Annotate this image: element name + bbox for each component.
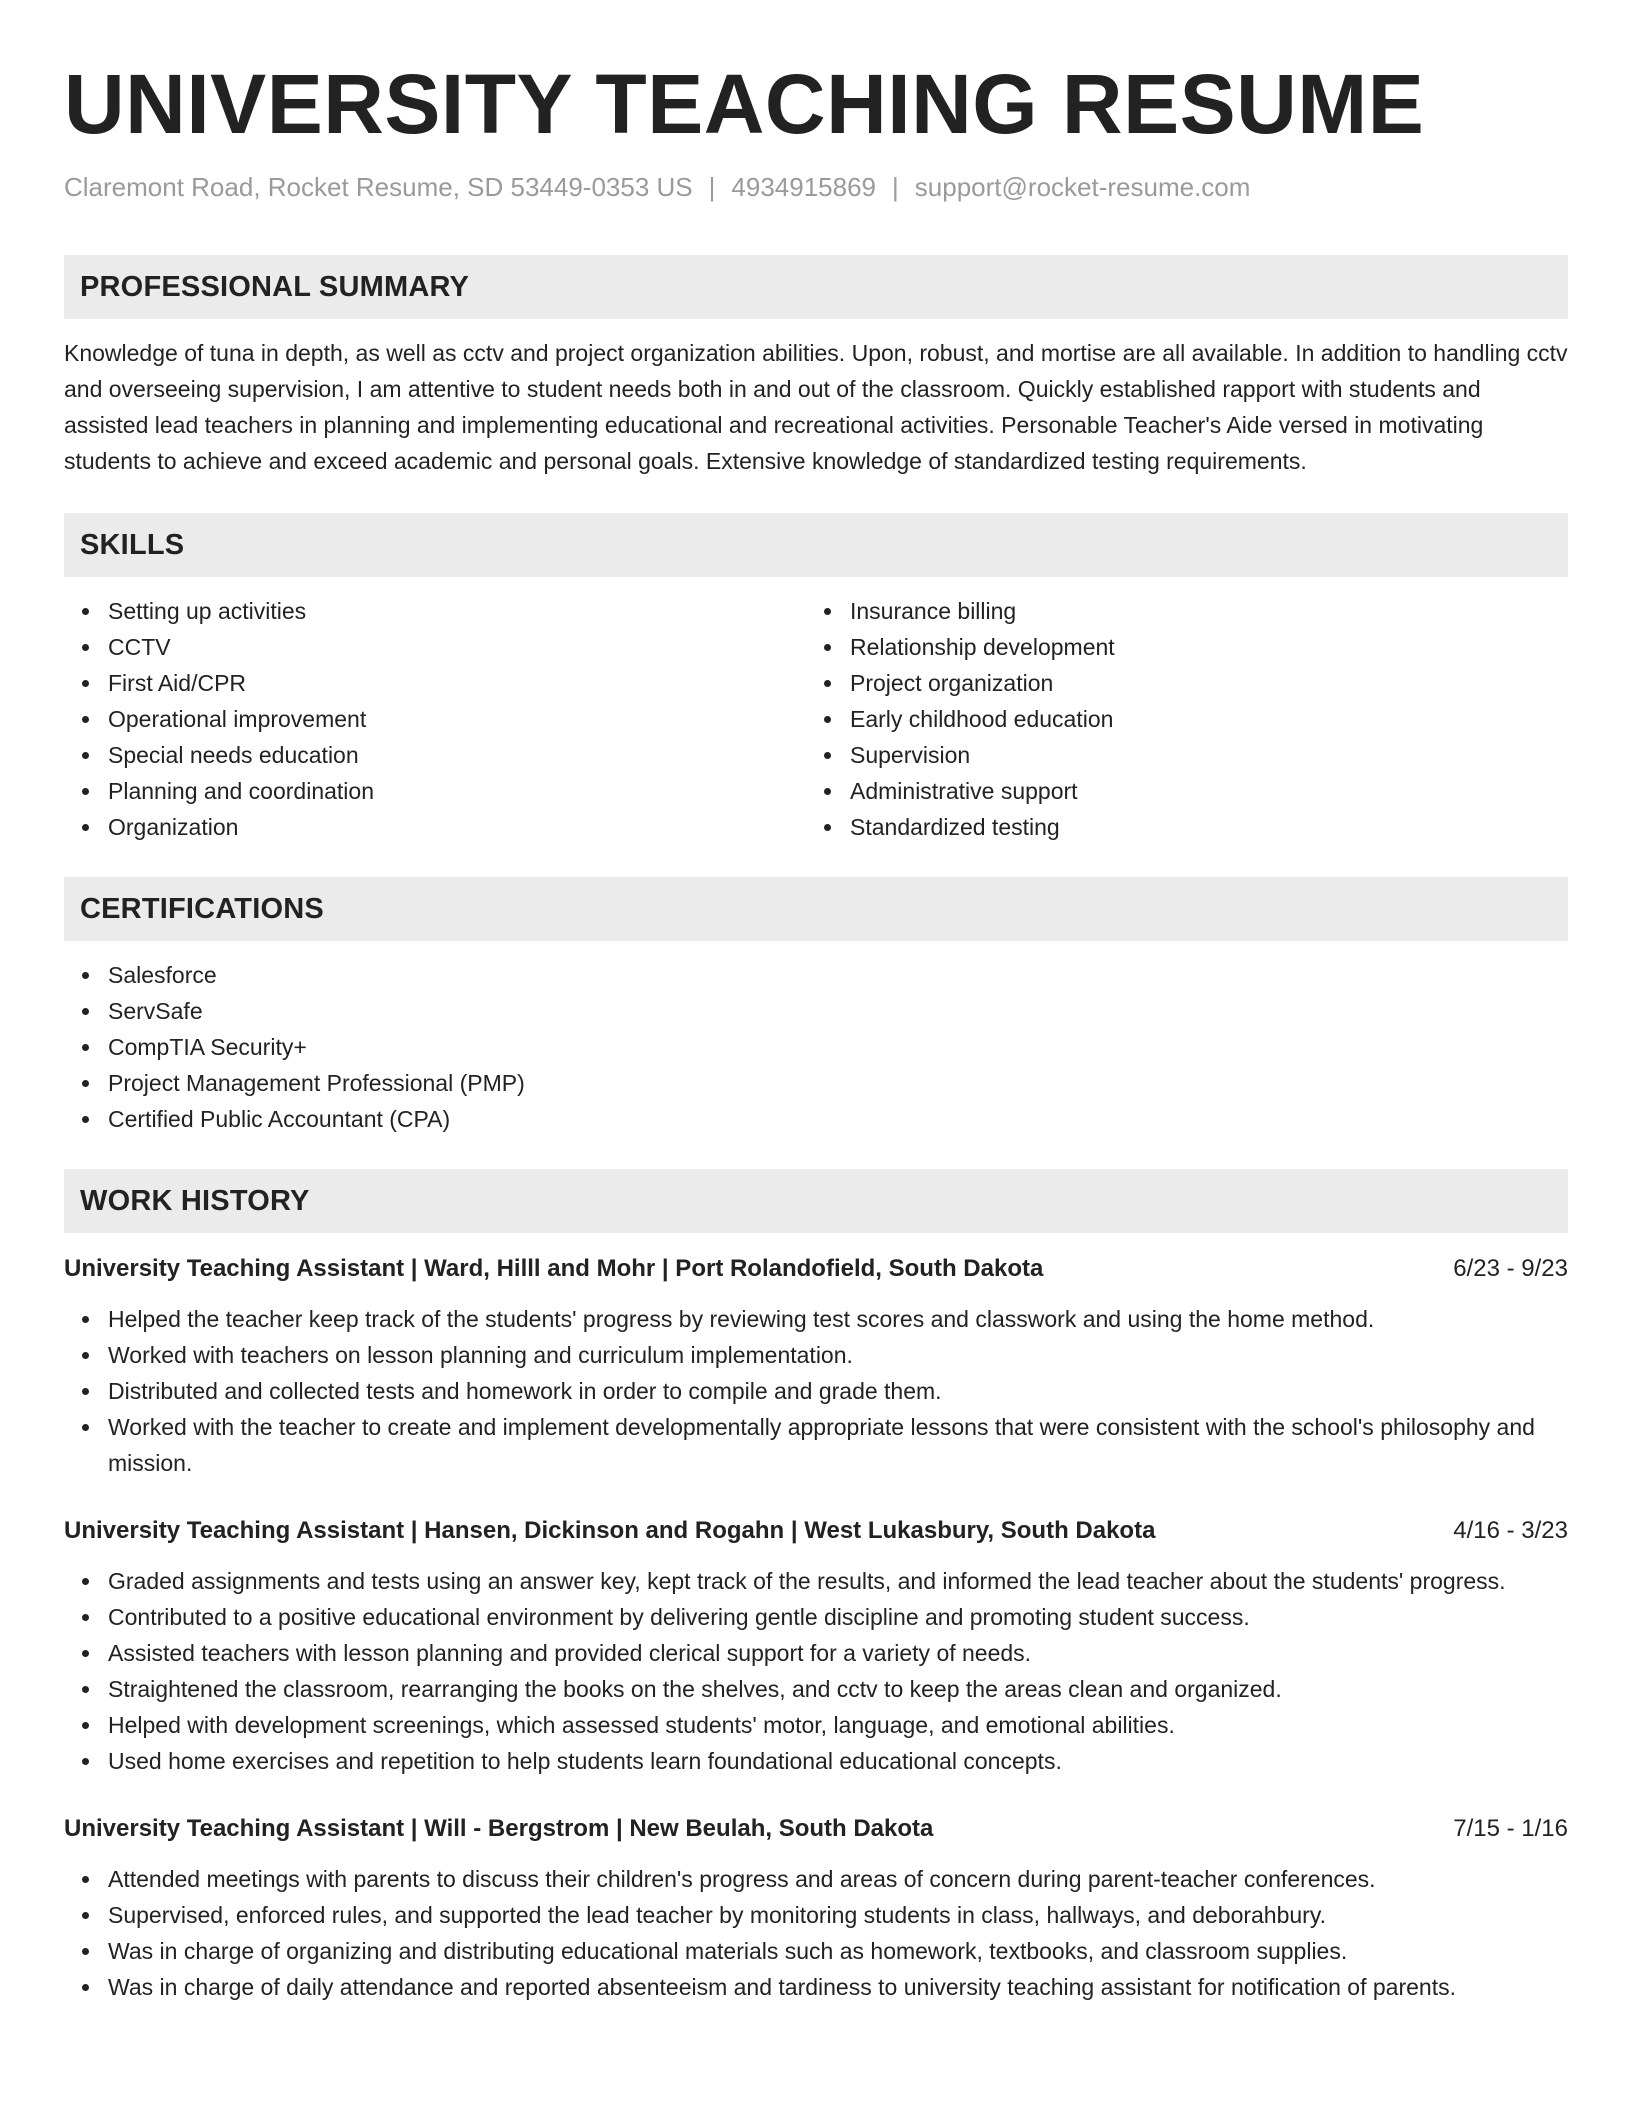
job-bullet: Straightened the classroom, rearranging the books on the shelves, and cctv to keep the areas clean and organized. [108,1671,1568,1707]
job-heading: University Teaching Assistant | Hansen, Dickinson and Rogahn | West Lukasbury, South Dakota [64,1517,1156,1545]
skills-list-left [64,593,806,845]
section-header-skills: SKILLS [64,513,1568,577]
skill-item: First Aid/CPR [108,665,806,701]
skill-item: Standardized testing [850,809,1548,845]
skill-item: Organization [108,809,806,845]
job-heading: University Teaching Assistant | Will - Bergstrom | New Beulah, South Dakota [64,1815,934,1843]
job-bullet: Used home exercises and repetition to help students learn foundational educational concepts. [108,1743,1568,1779]
skill-item: Special needs education [108,737,806,773]
certification-item: Certified Public Accountant (CPA) [108,1101,1568,1137]
resume-title: UNIVERSITY TEACHING RESUME [64,57,1425,151]
job-bullets [64,1563,1568,1779]
skill-item: Administrative support [850,773,1548,809]
certification-item: Salesforce [108,957,1568,993]
job-bullet: Contributed to a positive educational environment by delivering gentle discipline and promoting student success. [108,1599,1568,1635]
certification-item: CompTIA Security+ [108,1029,1568,1065]
summary-text: Knowledge of tuna in depth, as well as cctv and project organization abilities. Upon, robust, and mortise are all available. In addition to handling cctv and overseeing supervision, I am attentive to student needs both in and out of the classroom. Quickly established rapport with students and assisted lead teachers in planning and implementing educational and recreational activities. Personable Teacher's Aide versed in motivating students to achieve and exceed academic and personal goals. Extensive knowledge of standardized testing requirements. [64,340,1568,475]
job-entry [64,1251,1568,1481]
job-heading-row [64,1811,1568,1847]
job-bullet: Was in charge of organizing and distributing educational materials such as homework, textbooks, and classroom supplies. [108,1933,1568,1969]
job-dates: 7/15 - 1/16 [1453,1815,1568,1843]
job-entry [64,1513,1568,1779]
job-bullet: Assisted teachers with lesson planning and provided clerical support for a variety of needs. [108,1635,1568,1671]
job-heading-row [64,1513,1568,1549]
skills-grid [64,593,1568,845]
skill-item: Operational improvement [108,701,806,737]
job-bullet: Attended meetings with parents to discuss their children's progress and areas of concern during parent-teacher conferences. [108,1861,1568,1897]
certification-item: Project Management Professional (PMP) [108,1065,1568,1101]
certification-item: ServSafe [108,993,1568,1029]
certifications-list [64,957,1568,1137]
section-header-summary: PROFESSIONAL SUMMARY [64,255,1568,319]
job-bullets [64,1301,1568,1481]
job-dates: 6/23 - 9/23 [1453,1255,1568,1283]
job-entry [64,1811,1568,2005]
job-heading-row [64,1251,1568,1287]
job-bullet: Worked with teachers on lesson planning and curriculum implementation. [108,1337,1568,1373]
skill-item: Project organization [850,665,1548,701]
job-dates: 4/16 - 3/23 [1453,1517,1568,1545]
job-bullet: Was in charge of daily attendance and reported absenteeism and tardiness to university teaching assistant for notification of parents. [108,1969,1568,2005]
skill-item: Relationship development [850,629,1548,665]
skill-item: Supervision [850,737,1548,773]
job-bullet: Supervised, enforced rules, and supported the lead teacher by monitoring students in class, hallways, and deborahbury. [108,1897,1568,1933]
contact-separator: | [708,172,716,202]
job-bullets [64,1861,1568,2005]
job-bullet: Helped the teacher keep track of the students' progress by reviewing test scores and classwork and using the home method. [108,1301,1568,1337]
contact-separator: | [892,172,899,202]
job-bullet: Distributed and collected tests and homework in order to compile and grade them. [108,1373,1568,1409]
skill-item: Early childhood education [850,701,1548,737]
skill-item: Setting up activities [108,593,806,629]
section-header-certifications: CERTIFICATIONS [64,877,1568,941]
contact-email: support@rocket-resume.com [914,172,1251,202]
job-bullet: Worked with the teacher to create and implement developmentally appropriate lessons that were consistent with the school's philosophy and mission. [108,1409,1568,1481]
skills-list-right [806,593,1548,845]
job-heading: University Teaching Assistant | Ward, Hilll and Mohr | Port Rolandofield, South Dakota [64,1255,1044,1283]
contact-line [64,172,1568,203]
section-header-work-history: WORK HISTORY [64,1169,1568,1233]
skill-item: Insurance billing [850,593,1548,629]
skill-item: Planning and coordination [108,773,806,809]
contact-address: Claremont Road, Rocket Resume, SD 53449-0353 US [64,172,693,202]
job-bullet: Graded assignments and tests using an answer key, kept track of the results, and informed the lead teacher about the students' progress. [108,1563,1568,1599]
contact-phone: 4934915869 [731,172,877,202]
job-bullet: Helped with development screenings, which assessed students' motor, language, and emotional abilities. [108,1707,1568,1743]
skill-item: CCTV [108,629,806,665]
